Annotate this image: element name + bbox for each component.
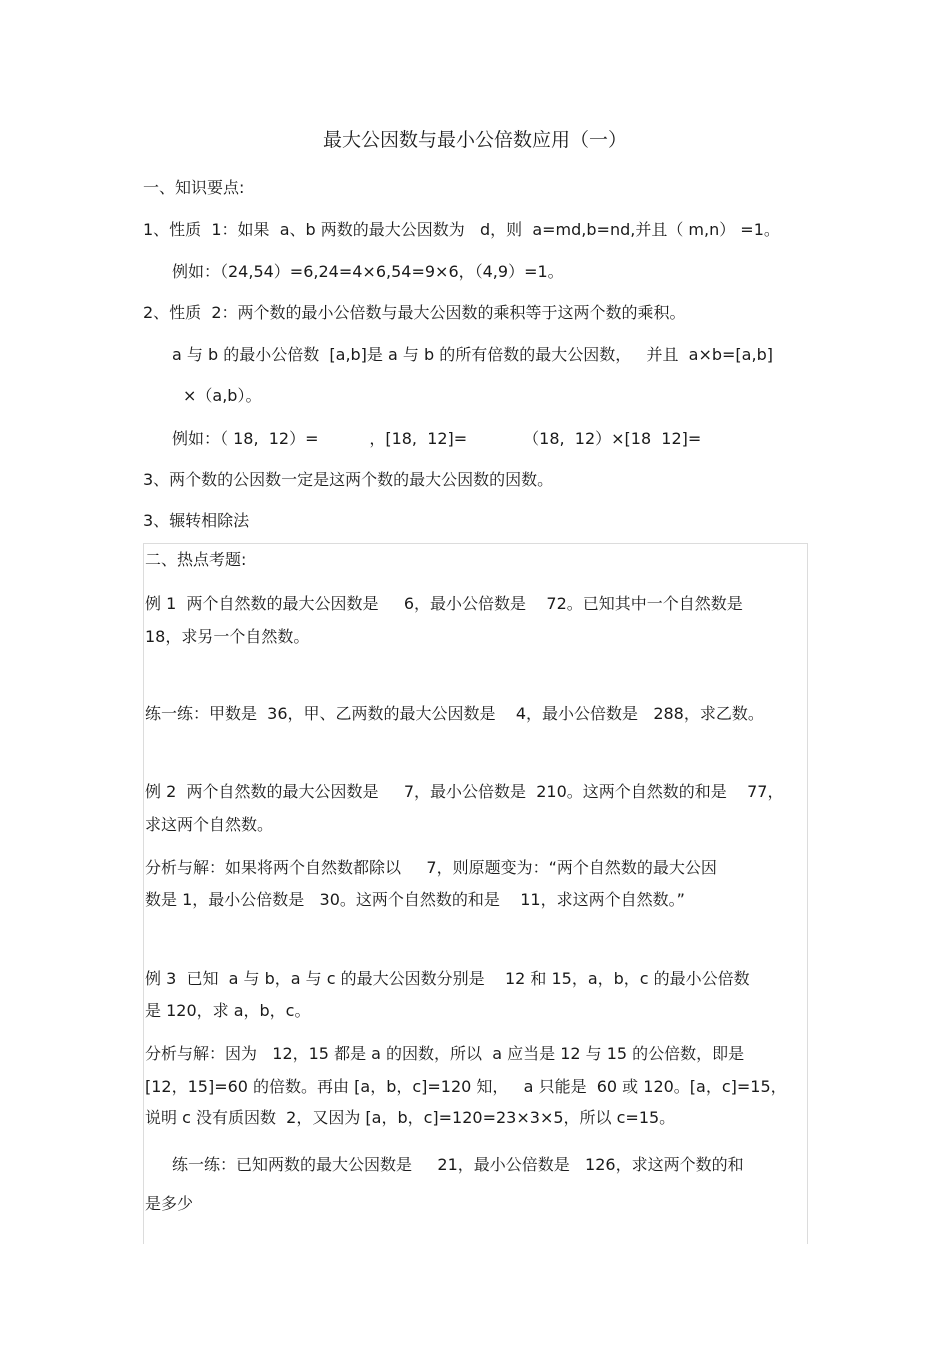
example-2-line-1: 例 2 两个自然数的最大公因数是 7，最小公倍数是 210。这两个自然数的和是 77， [145,782,784,801]
property-2-detail: a 与 b 的最小公倍数 [a,b]是 a 与 b 的所有倍数的最大公因数， 并且 a×b=[a,b] [172,345,773,364]
section-heading-knowledge: 一、知识要点: [143,178,245,197]
property-3-line: 3、两个数的公因数一定是这两个数的最大公因数的因数。 [143,470,554,489]
example-3-line-1: 例 3 已知 a 与 b，a 与 c 的最大公因数分别是 12 和 15，a，b，c 的最小公倍数 [145,969,750,988]
example-2-line-2: 求这两个自然数。 [145,815,274,834]
analysis-2-line-2: 数是 1，最小公倍数是 30。这两个自然数的和是 11，求这两个自然数。” [145,890,685,909]
example-1-line-2: 18，求另一个自然数。 [145,627,310,646]
analysis-3-line-3: 说明 c 没有质因数 2，又因为 [a，b，c]=120=23×3×5，所以 c=15。 [145,1108,676,1127]
euclid-method-line: 3、辗转相除法 [143,511,250,530]
practice-1-line: 练一练：甲数是 36，甲、乙两数的最大公因数是 4，最小公倍数是 288，求乙数。 [145,704,764,723]
analysis-3-line-2: [12，15]=60 的倍数。再由 [a，b，c]=120 知， a 只能是 60 或 120。[a，c]=15， [145,1077,787,1096]
analysis-2-line-1: 分析与解：如果将两个自然数都除以 7，则原题变为：“两个自然数的最大公因 [145,858,717,877]
property-1-line: 1、性质 1：如果 a、b 两数的最大公因数为 d，则 a=md,b=nd,并且（ m,n） =1。 [143,220,780,239]
property-2-line: 2、性质 2：两个数的最小公倍数与最大公因数的乘积等于这两个数的乘积。 [143,303,686,322]
property-2-example: 例如：（ 18, 12）= ，[18, 12]= （18, 12）×[18 12]= [172,429,702,448]
property-1-example: 例如：（24,54）=6,24=4×6,54=9×6，（4,9）=1。 [172,262,564,281]
document-title: 最大公因数与最小公倍数应用（一） [322,129,627,151]
practice-2-line-2: 是多少 [145,1194,194,1213]
analysis-3-line-1: 分析与解：因为 12，15 都是 a 的因数，所以 a 应当是 12 与 15 的公倍数，即是 [145,1044,745,1063]
property-2-detail-cont: ×（a,b）。 [183,386,262,405]
example-1-line-1: 例 1 两个自然数的最大公因数是 6，最小公倍数是 72。已知其中一个自然数是 [145,594,743,613]
example-3-line-2: 是 120，求 a，b，c。 [145,1001,311,1020]
practice-2-line-1: 练一练：已知两数的最大公因数是 21，最小公倍数是 126，求这两个数的和 [172,1155,744,1174]
section-heading-hot-topics: 二、热点考题: [145,550,247,569]
